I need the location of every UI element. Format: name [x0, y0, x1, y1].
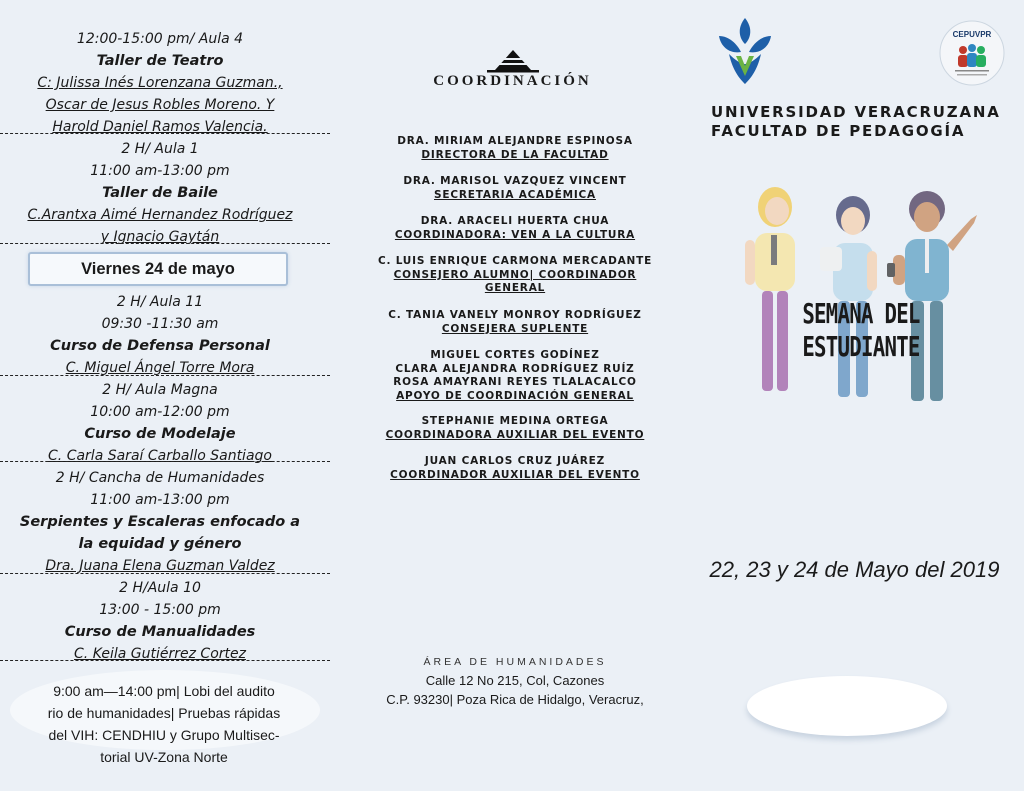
- activity-time-place: [0, 160, 320, 182]
- schedule-text: C. Keila Gutiérrez Cortez: [74, 646, 246, 662]
- address-line: Calle 12 No 215, Col, Cazones: [425, 673, 605, 688]
- schedule-text: 2 H/Aula 10: [119, 580, 201, 596]
- staff-member: [340, 135, 690, 162]
- schedule-text: 11:00 am-13:00 pm: [90, 492, 230, 508]
- schedule-text: 11:00 am-13:00 pm: [90, 163, 230, 179]
- dashed-divider: [0, 243, 330, 244]
- schedule-panel: [0, 0, 340, 791]
- staff-role: APOYO DE COORDINACIÓN GENERAL: [396, 389, 634, 402]
- schedule-text: Harold Daniel Ramos Valencia.: [52, 119, 268, 135]
- coordination-title: COORDINACIÓN: [433, 73, 592, 89]
- uv-flower-logo: [715, 14, 775, 86]
- staff-member: [340, 455, 690, 482]
- schedule-text: 09:30 -11:30 am: [101, 316, 219, 332]
- schedule-text: C: Julissa Inés Lorenzana Guzman.,: [37, 75, 283, 91]
- staff-role: COORDINADORA: VEN A LA CULTURA: [394, 228, 636, 241]
- activity-title: [0, 335, 320, 357]
- dashed-divider: [0, 133, 330, 134]
- schedule-text: 2 H/ Aula 1: [121, 141, 199, 157]
- activity-title: [0, 50, 320, 72]
- cepuvpr-logo: [937, 18, 1007, 88]
- schedule-text: Curso de Modelaje: [84, 426, 236, 442]
- dashed-divider: [0, 660, 330, 661]
- activity-time-place: [0, 489, 320, 511]
- day-header: Viernes 24 de mayo: [28, 252, 288, 286]
- activity-instructor: [0, 643, 320, 665]
- staff-name: C. TANIA VANELY MONROY RODRÍGUEZ: [388, 309, 642, 321]
- schedule-text: Dra. Juana Elena Guzman Valdez: [45, 558, 275, 574]
- cepuvpr-label: CEPUVPR: [952, 30, 992, 39]
- note-line: 9:00 am—14:00 pm| Lobi del audito: [53, 683, 275, 699]
- schedule-text: Curso de Defensa Personal: [50, 338, 270, 354]
- schedule-text: 12:00-15:00 pm/ Aula 4: [76, 31, 244, 47]
- activity-instructor: [0, 94, 320, 116]
- coordination-logo: [483, 48, 543, 74]
- staff-role: SECRETARIA ACADÉMICA: [434, 188, 596, 201]
- activity-time-place: [0, 467, 320, 489]
- schedule-text: 2 H/ Aula Magna: [102, 382, 218, 398]
- staff-name: C. LUIS ENRIQUE CARMONA MERCADANTE: [377, 255, 653, 267]
- staff-member: [340, 255, 690, 296]
- staff-member: [340, 175, 690, 202]
- staff-role: COORDINADORA AUXILIAR DEL EVENTO: [385, 428, 645, 441]
- address-line: C.P. 93230| Poza Rica de Hidalgo, Veracruz,: [386, 692, 644, 707]
- activity-time-place: [0, 28, 320, 50]
- staff-role: DIRECTORA DE LA FACULTAD: [421, 148, 609, 161]
- schedule-text: 13:00 - 15:00 pm: [99, 602, 221, 618]
- staff-name: DRA. MIRIAM ALEJANDRE ESPINOSA: [397, 135, 633, 147]
- staff-name: JUAN CARLOS CRUZ JUÁREZ: [424, 455, 606, 467]
- activity-instructor: [0, 72, 320, 94]
- schedule-text: 2 H/ Aula 11: [116, 294, 204, 310]
- staff-name: DRA. ARACELI HUERTA CHUA: [420, 215, 610, 227]
- staff-name: DRA. MARISOL VAZQUEZ VINCENT: [403, 175, 627, 187]
- note-line: rio de humanidades| Pruebas rápidas: [47, 705, 281, 721]
- staff-role: GENERAL: [484, 282, 546, 294]
- activity-instructor: [0, 226, 320, 248]
- activity-instructor: [0, 116, 320, 138]
- activity-time-place: [0, 313, 320, 335]
- schedule-text: C. Miguel Ángel Torre Mora: [65, 360, 255, 376]
- schedule-text: 10:00 am-12:00 pm: [90, 404, 230, 420]
- cover-panel: [685, 0, 1024, 791]
- schedule-text: 2 H/ Cancha de Humanidades: [55, 470, 265, 486]
- schedule-text: Curso de Manualidades: [64, 624, 256, 640]
- schedule-text: C.Arantxa Aimé Hernandez Rodríguez: [27, 207, 293, 223]
- staff-role: CONSEJERA SUPLENTE: [441, 322, 589, 335]
- event-title: SEMANA DEL ESTUDIANTE: [802, 297, 920, 363]
- hiv-test-note: [14, 680, 314, 768]
- area-title: ÁREA DE HUMANIDADES: [423, 656, 607, 668]
- activity-time-place: [0, 291, 320, 313]
- schedule-text: Taller de Teatro: [96, 53, 224, 69]
- schedule-text: y Ignacio Gaytán: [100, 229, 220, 245]
- university-name: UNIVERSIDAD VERACRUZANA: [711, 103, 1001, 121]
- activity-time-place: [0, 138, 320, 160]
- coordination-panel: [340, 0, 685, 791]
- activity-title: [0, 621, 320, 643]
- schedule-text: Oscar de Jesus Robles Moreno. Y: [45, 97, 275, 113]
- staff-name: ROSA AMAYRANI REYES TLALACALCO: [393, 376, 637, 388]
- activity-instructor: [0, 204, 320, 226]
- staff-member: [340, 309, 690, 336]
- activity-title: [0, 423, 320, 445]
- staff-name: CLARA ALEJANDRA RODRÍGUEZ RUÍZ: [395, 362, 635, 375]
- dashed-divider: [0, 375, 330, 376]
- activity-instructor: [0, 445, 320, 467]
- staff-name: MIGUEL CORTES GODÍNEZ: [430, 349, 600, 361]
- note-line: torial UV-Zona Norte: [100, 749, 228, 765]
- activity-title: [0, 182, 320, 204]
- event-dates: 22, 23 y 24 de Mayo del 2019: [709, 557, 1000, 582]
- dashed-divider: [0, 461, 330, 462]
- schedule-text: Serpientes y Escaleras enfocado a: [19, 514, 301, 530]
- schedule-text: Taller de Baile: [102, 185, 218, 201]
- staff-name: STEPHANIE MEDINA ORTEGA: [421, 415, 609, 427]
- activity-time-place: [0, 401, 320, 423]
- note-line: del VIH: CENDHIU y Grupo Multisec-: [48, 727, 280, 743]
- schedule-text: la equidad y género: [78, 536, 242, 552]
- schedule-text: C. Carla Saraí Carballo Santiago: [48, 448, 272, 464]
- decorative-ellipse: [747, 676, 947, 736]
- staff-member: [340, 215, 690, 242]
- dashed-divider: [0, 573, 330, 574]
- activity-title: [0, 533, 320, 555]
- faculty-name: FACULTAD DE PEDAGOGÍA: [711, 122, 966, 140]
- activity-time-place: [0, 379, 320, 401]
- activity-time-place: [0, 577, 320, 599]
- activity-title: [0, 511, 320, 533]
- staff-role: COORDINADOR AUXILIAR DEL EVENTO: [390, 468, 640, 481]
- staff-member: [340, 349, 690, 403]
- staff-role: CONSEJERO ALUMNO| COORDINADOR: [393, 268, 637, 281]
- staff-member: [340, 415, 690, 442]
- activity-time-place: [0, 599, 320, 621]
